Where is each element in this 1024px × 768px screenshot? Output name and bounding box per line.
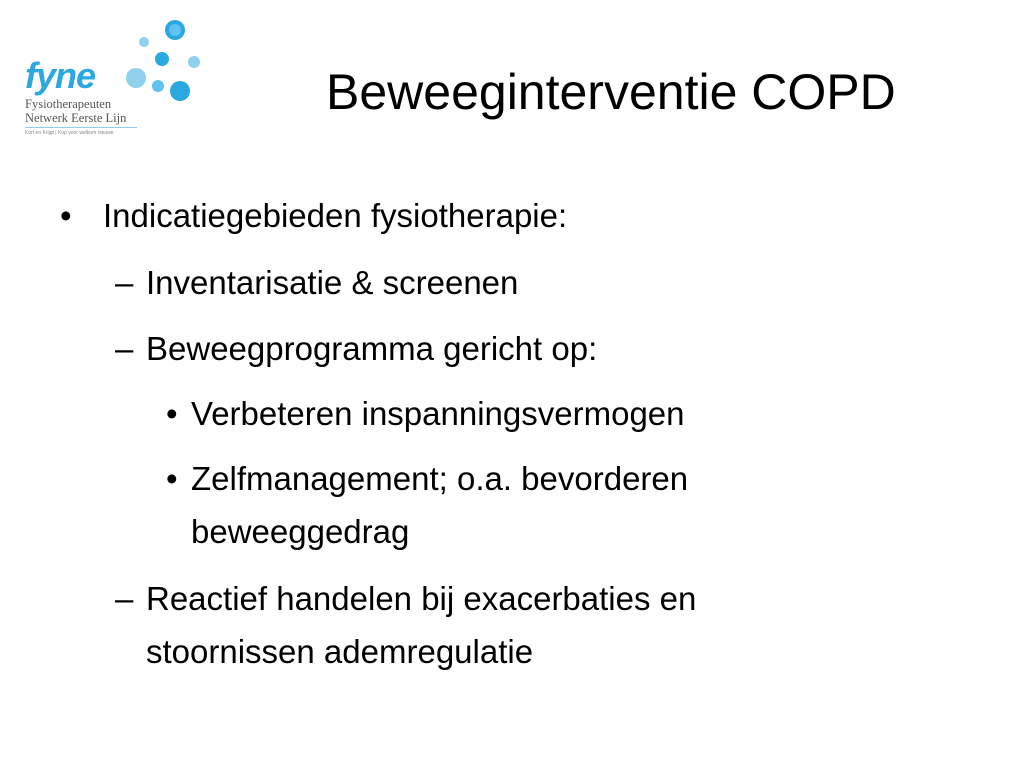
- bullet-marker-level2: –: [115, 580, 134, 617]
- fyne-logo: [18, 16, 218, 146]
- logo-bubble: [152, 80, 164, 92]
- logo-subtitle-line2: Netwerk Eerste Lijn: [25, 111, 127, 125]
- bullet-subitem: Reactief handelen bij exacerbaties en: [146, 580, 697, 617]
- logo-divider: [25, 127, 137, 128]
- bullet-subitem: Beweegprogramma gericht op:: [146, 330, 598, 367]
- logo-bubble: [188, 56, 200, 68]
- bullet-marker-level1: •: [60, 197, 72, 234]
- logo-bubble: [126, 68, 146, 88]
- bullet-marker-level3: •: [166, 395, 178, 432]
- bullet-subitem: Inventarisatie & screenen: [146, 264, 519, 301]
- bullet-subitem-continuation: stoornissen ademregulatie: [146, 633, 534, 670]
- logo-bubble: [155, 52, 169, 66]
- slide-title: Beweeginterventie COPD: [326, 64, 896, 120]
- bullet-subsubitem-continuation: beweeggedrag: [191, 513, 410, 550]
- logo-bubble: [170, 81, 190, 101]
- logo-wordmark: fyne: [25, 55, 96, 96]
- bullet-marker-level3: •: [166, 460, 178, 497]
- bullet-item: Indicatiegebieden fysiotherapie:: [103, 197, 568, 234]
- bullet-subsubitem: Verbeteren inspanningsvermogen: [191, 395, 685, 432]
- logo-subtitle-line1: Fysiotherapeuten: [25, 97, 112, 111]
- bullet-subsubitem: Zelfmanagement; o.a. bevorderen: [191, 460, 689, 497]
- logo-tagline: Kort en Krijgt | Kop voor welkom nieuwe: [25, 130, 114, 136]
- bullet-marker-level2: –: [115, 330, 134, 367]
- logo-bubble: [139, 37, 149, 47]
- logo-bubble: [169, 24, 181, 36]
- bullet-marker-level2: –: [115, 264, 134, 301]
